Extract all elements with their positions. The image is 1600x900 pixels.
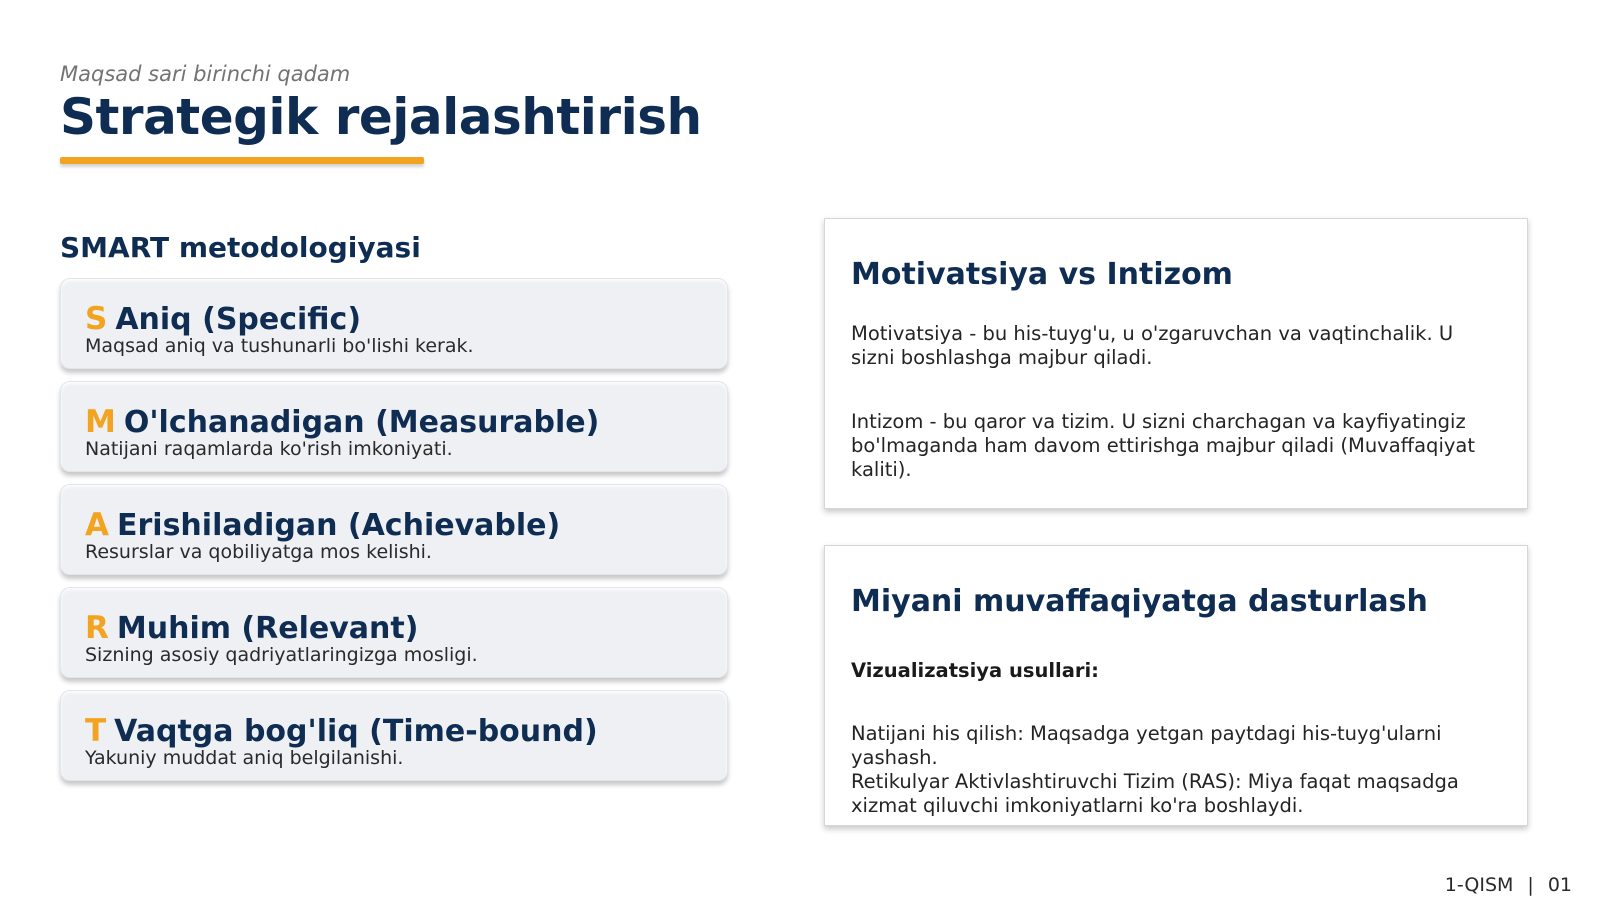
motivation-paragraph: Motivatsiya - bu his-tuyg'u, u o'zgaruvchan va vaqtinchalik. U sizni boshlashga majbur qiladi.: [851, 322, 1454, 369]
section-label: 1-QISM: [1444, 874, 1514, 896]
slide-title: Strategik rejalashtirish: [60, 88, 702, 146]
smart-card-title: Muhim (Relevant): [116, 611, 419, 646]
smart-heading: SMART metodologiyasi: [60, 231, 421, 264]
visualization-subheading: Vizualizatsiya usullari:: [851, 659, 1099, 682]
slide-subtitle: Maqsad sari birinchi qadam: [60, 62, 351, 86]
footer-separator: |: [1527, 874, 1534, 896]
motivation-panel-title: Motivatsiya vs Intizom: [851, 257, 1233, 292]
slide-footer: [1445, 874, 1572, 896]
visualization-paragraph-1: Natijani his qilish: Maqsadga yetgan paytdagi his-tuyg'ularni yashash.: [851, 722, 1442, 769]
smart-letter: M: [85, 404, 116, 440]
smart-card-desc: Resurslar va qobiliyatga mos kelishi.: [85, 541, 432, 563]
smart-card-title: Erishiladigan (Achievable): [117, 508, 561, 543]
smart-card-desc: Maqsad aniq va tushunarli bo'lishi kerak.: [85, 335, 474, 357]
smart-card-desc: Sizning asosiy qadriyatlaringizga mosligi.: [85, 644, 478, 666]
smart-letter: R: [85, 610, 109, 646]
smart-card-relevant: [60, 587, 728, 678]
smart-letter: T: [85, 713, 107, 749]
page-number: 01: [1547, 874, 1572, 896]
smart-card-desc: Natijani raqamlarda ko'rish imkoniyati.: [85, 438, 453, 460]
smart-card-desc: Yakuniy muddat aniq belgilanishi.: [85, 747, 404, 769]
brain-programming-panel: [824, 545, 1528, 826]
smart-card-measurable: [60, 381, 728, 472]
smart-card-title: Vaqtga bog'liq (Time-bound): [114, 714, 598, 749]
smart-letter: A: [85, 507, 109, 543]
smart-card-time-bound: [60, 690, 728, 781]
smart-card-achievable: [60, 484, 728, 575]
smart-list: [60, 278, 728, 793]
smart-card-specific: [60, 278, 728, 369]
smart-card-title: Aniq (Specific): [115, 302, 362, 337]
motivation-panel: [824, 218, 1528, 509]
discipline-paragraph: Intizom - bu qaror va tizim. U sizni charchagan va kayfiyatingiz bo'lmaganda ham davom ettirishga majbur qiladi (Muvaffaqiyat kaliti).: [851, 410, 1475, 481]
title-underline: [60, 157, 424, 164]
smart-letter: S: [85, 301, 108, 337]
brain-panel-title: Miyani muvaffaqiyatga dasturlash: [851, 584, 1428, 619]
smart-card-title: O'lchanadigan (Measurable): [123, 405, 600, 440]
visualization-paragraph-2: Retikulyar Aktivlashtiruvchi Tizim (RAS): Miya faqat maqsadga xizmat qiluvchi imkoniyatlarni ko'ra boshlaydi.: [851, 770, 1459, 817]
